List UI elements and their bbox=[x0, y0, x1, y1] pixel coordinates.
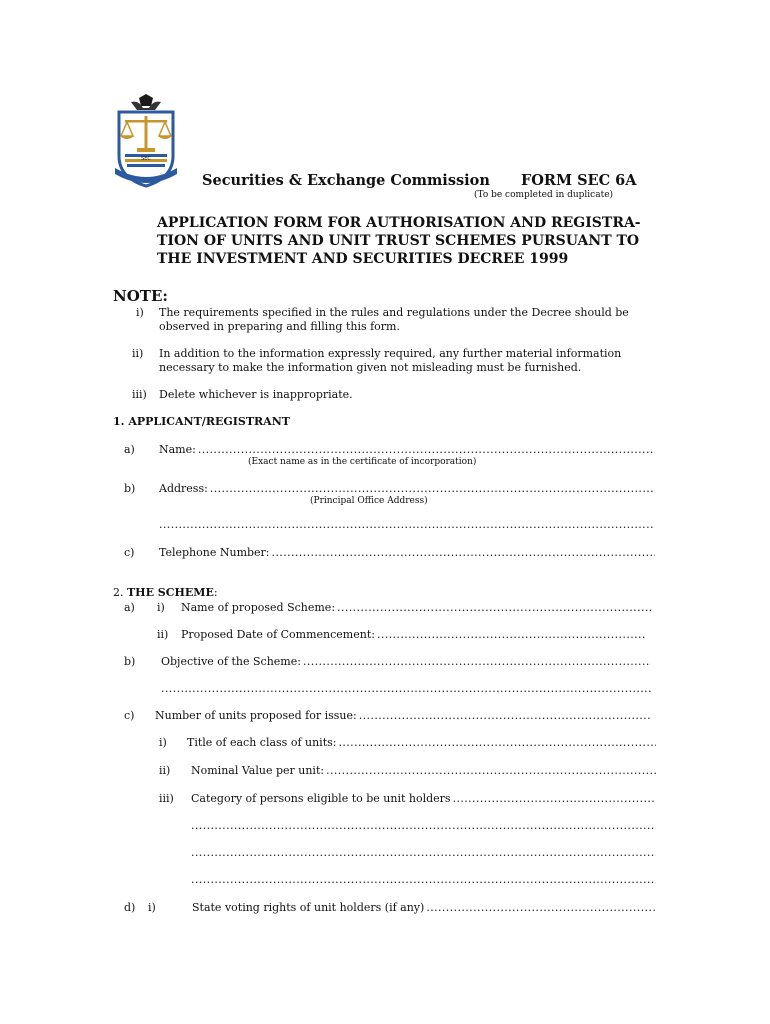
nominal-value-label: Nominal Value per unit: bbox=[191, 764, 325, 777]
nominal-value-field[interactable] bbox=[191, 764, 656, 777]
eligible-persons-dotted-line[interactable] bbox=[453, 792, 656, 805]
section-1-a-number: a) bbox=[124, 443, 135, 456]
applicant-name-field[interactable] bbox=[159, 443, 655, 456]
note-item-3-number: iii) bbox=[132, 388, 147, 401]
commencement-date-field[interactable] bbox=[181, 628, 647, 641]
section-1-b-number: b) bbox=[124, 482, 136, 495]
scheme-objective-field[interactable] bbox=[161, 655, 651, 668]
applicant-address-field[interactable] bbox=[159, 482, 655, 495]
scheme-name-dotted-line[interactable] bbox=[337, 601, 651, 614]
scheme-objective-dotted-line[interactable] bbox=[303, 655, 651, 668]
scheme-objective-label: Objective of the Scheme: bbox=[161, 655, 301, 668]
applicant-address-line-2[interactable] bbox=[159, 518, 655, 531]
applicant-name-dotted-line[interactable] bbox=[198, 443, 655, 456]
form-code: FORM SEC 6A bbox=[521, 172, 637, 189]
telephone-number-field[interactable] bbox=[159, 546, 655, 559]
form-title-line-2: TION OF UNITS AND UNIT TRUST SCHEMES PURSUANT TO bbox=[157, 233, 640, 249]
note-item-1-line-1: The requirements specified in the rules and regulations under the Decree should be bbox=[159, 306, 629, 319]
voting-rights-label: State voting rights of unit holders (if any) bbox=[192, 901, 425, 914]
eligible-persons-line-2[interactable] bbox=[191, 819, 656, 832]
section-2-d-number: d) bbox=[124, 901, 136, 914]
eligible-persons-label: Category of persons eligible to be unit holders bbox=[191, 792, 451, 805]
form-title-line-1: APPLICATION FORM FOR AUTHORISATION AND REGISTRA- bbox=[157, 215, 641, 231]
units-proposed-field[interactable] bbox=[155, 709, 652, 722]
units-proposed-label: Number of units proposed for issue: bbox=[155, 709, 357, 722]
logo-seal-text: SEC bbox=[141, 156, 151, 162]
section-2-a-number: a) bbox=[124, 601, 135, 614]
commencement-date-label: Proposed Date of Commencement: bbox=[181, 628, 375, 641]
duplicate-note: (To be completed in duplicate) bbox=[474, 190, 614, 200]
section-2-b-number: b) bbox=[124, 655, 136, 668]
eligible-persons-line-4[interactable] bbox=[191, 873, 656, 886]
note-item-3-line-1: Delete whichever is inappropriate. bbox=[159, 388, 353, 401]
note-item-1-line-2: observed in preparing and filling this form. bbox=[159, 320, 400, 333]
section-2-d-i-number: i) bbox=[148, 901, 156, 914]
eligible-persons-line-3[interactable] bbox=[191, 846, 656, 859]
applicant-address-hint: (Principal Office Address) bbox=[310, 496, 428, 506]
note-item-2-line-1: In addition to the information expressly required, any further material information bbox=[159, 347, 622, 360]
nominal-value-dotted-line[interactable] bbox=[326, 764, 656, 777]
unit-class-title-label: Title of each class of units: bbox=[187, 736, 337, 749]
voting-rights-field[interactable] bbox=[192, 901, 656, 914]
commencement-date-dotted-line[interactable] bbox=[377, 628, 647, 641]
scheme-name-label: Name of proposed Scheme: bbox=[181, 601, 336, 614]
applicant-address-dotted-line[interactable] bbox=[210, 482, 655, 495]
section-1-heading-text: 1. APPLICANT/REGISTRANT bbox=[113, 415, 290, 428]
section-2-heading-number: 2. bbox=[113, 586, 124, 599]
section-2-c-ii-number: ii) bbox=[159, 764, 171, 777]
section-2-heading-colon: : bbox=[213, 586, 218, 599]
unit-class-title-dotted-line[interactable] bbox=[338, 736, 656, 749]
section-1-c-number: c) bbox=[124, 546, 135, 559]
section-1-heading bbox=[113, 415, 290, 428]
eligible-persons-field[interactable] bbox=[191, 792, 656, 805]
scheme-objective-line-2[interactable] bbox=[161, 682, 651, 695]
note-item-2-line-2: necessary to make the information given not misleading must be furnished. bbox=[159, 361, 582, 374]
telephone-number-dotted-line[interactable] bbox=[272, 546, 655, 559]
section-2-heading bbox=[113, 586, 218, 599]
units-proposed-dotted-line[interactable] bbox=[359, 709, 652, 722]
applicant-name-label: Name: bbox=[159, 443, 196, 456]
form-title-line-3: THE INVESTMENT AND SECURITIES DECREE 1999 bbox=[157, 251, 569, 267]
telephone-number-label: Telephone Number: bbox=[159, 546, 270, 559]
scheme-name-field[interactable] bbox=[181, 601, 651, 614]
voting-rights-dotted-line[interactable] bbox=[426, 901, 656, 914]
applicant-address-label: Address: bbox=[159, 482, 208, 495]
note-item-2-number: ii) bbox=[132, 347, 144, 360]
section-2-a-ii-number: ii) bbox=[157, 628, 169, 641]
section-2-a-i-number: i) bbox=[157, 601, 165, 614]
section-2-c-iii-number: iii) bbox=[159, 792, 174, 805]
section-2-c-i-number: i) bbox=[159, 736, 167, 749]
note-item-1-number: i) bbox=[136, 306, 144, 319]
sec-logo-seal-icon bbox=[111, 94, 181, 190]
section-2-c-number: c) bbox=[124, 709, 135, 722]
unit-class-title-field[interactable] bbox=[187, 736, 656, 749]
commission-name: Securities & Exchange Commission bbox=[202, 172, 490, 189]
note-heading: NOTE: bbox=[113, 287, 168, 305]
section-2-heading-text: THE SCHEME bbox=[127, 586, 214, 599]
applicant-name-hint: (Exact name as in the certificate of incorporation) bbox=[248, 457, 477, 467]
